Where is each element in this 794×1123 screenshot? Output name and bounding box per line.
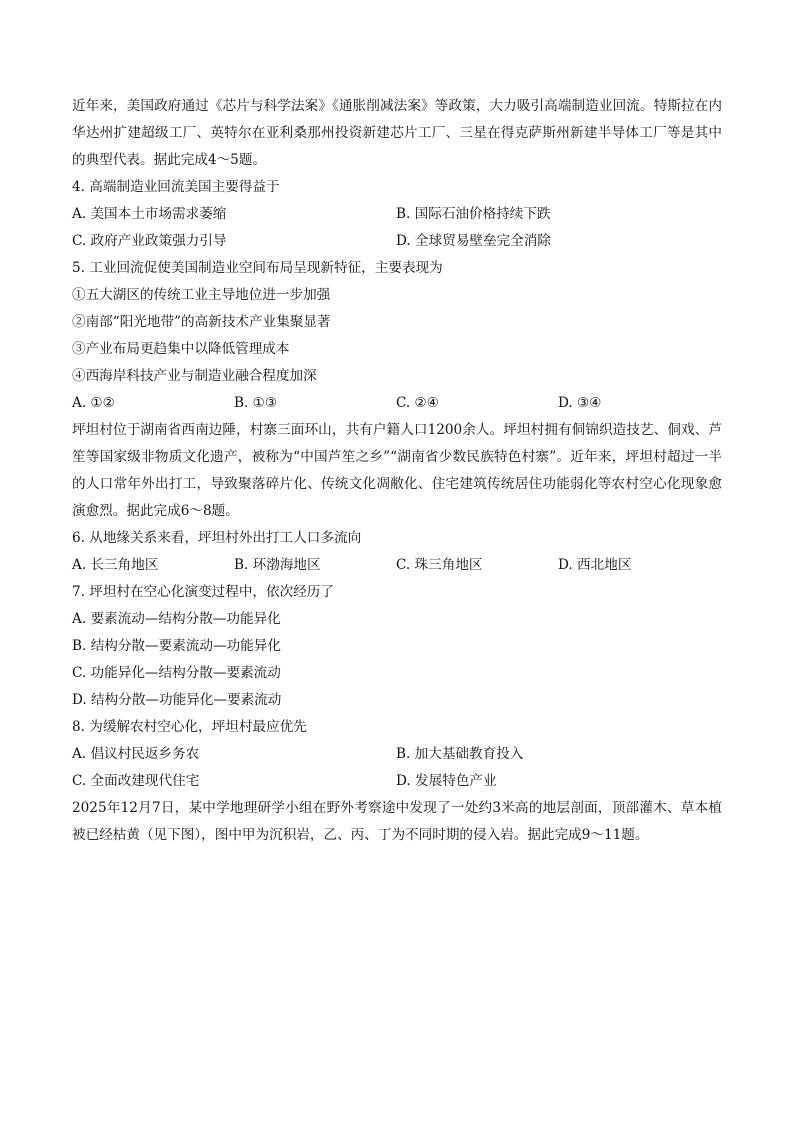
question-6-stem: 6. 从地缘关系来看，坪坦村外出打工人口多流向 (72, 530, 362, 546)
passage-intro-q4-5: 近年来，美国政府通过《芯片与科学法案》《通胀削减法案》等政策，大力吸引高端制造业回流。特斯拉在内华达州扩建超级工厂、英特尔在亚利桑那州投资新建芯片工厂、三星在得克萨斯州新建半导体工厂等是其中的典型代表。据此完成4～5题。 (72, 98, 722, 168)
q7-option-a: A. 要素流动—结构分散—功能异化 (72, 611, 281, 627)
q5-statement-2: ②南部“阳光地带”的高新技术产业集聚显著 (72, 314, 331, 330)
q5-option-c: C. ②④ (396, 395, 439, 411)
question-4-options-row2 (72, 228, 722, 255)
q5-statement-1: ①五大湖区的传统工业主导地位进一步加强 (72, 287, 331, 303)
passage-intro-q9-11: 2025年12月7日，某中学地理研学小组在野外考察途中发现了一处约3米高的地层剖面，顶部灌木、草本植被已经枯黄（见下图），图中甲为沉积岩，乙、丙、丁为不同时期的侵入岩。据此完成9～11题。 (72, 800, 722, 843)
q7-option-c: C. 功能异化—结构分散—要素流动 (72, 665, 281, 681)
question-6-options (72, 552, 722, 579)
question-8-options-row2 (72, 768, 722, 795)
q8-option-c: C. 全面改建现代住宅 (72, 773, 200, 789)
question-7-stem: 7. 坪坦村在空心化演变过程中，依次经历了 (72, 584, 334, 600)
q5-option-b: B. ①③ (234, 395, 278, 411)
q8-option-a: A. 倡议村民返乡务农 (72, 746, 200, 762)
passage-intro-q6-8: 坪坦村位于湖南省西南边陲，村寨三面环山，共有户籍人口1200余人。坪坦村拥有侗锦织造技艺、侗戏、芦笙等国家级非物质文化遗产，被称为“中国芦笙之乡”“湖南省少数民族特色村寨”。近年来，坪坦村超过一半的人口常年外出打工，导致聚落碎片化、传统文化凋敝化、住宅建筑传统居住功能弱化等农村空心化现象愈演愈烈。据此完成6～8题。 (72, 422, 722, 519)
q4-option-c: C. 政府产业政策强力引导 (72, 233, 227, 249)
question-8-options-row1 (72, 741, 722, 768)
q5-option-d: D. ③④ (558, 395, 602, 411)
q6-option-a: A. 长三角地区 (72, 557, 159, 573)
q8-option-d: D. 发展特色产业 (396, 773, 497, 789)
q7-option-b: B. 结构分散—要素流动—功能异化 (72, 638, 281, 654)
q5-statement-3: ③产业布局更趋集中以降低管理成本 (72, 341, 290, 357)
q5-option-a: A. ①② (72, 395, 115, 411)
q4-option-d: D. 全球贸易壁垒完全消除 (396, 233, 551, 249)
question-5-options (72, 390, 722, 417)
question-4-stem: 4. 高端制造业回流美国主要得益于 (72, 179, 280, 195)
q5-statement-4: ④西海岸科技产业与制造业融合程度加深 (72, 368, 317, 384)
q4-option-a: A. 美国本土市场需求萎缩 (72, 206, 227, 222)
q8-option-b: B. 加大基础教育投入 (396, 746, 524, 762)
q6-option-c: C. 珠三角地区 (396, 557, 483, 573)
q4-option-b: B. 国际石油价格持续下跌 (396, 206, 551, 222)
question-8-stem: 8. 为缓解农村空心化，坪坦村最应优先 (72, 719, 307, 735)
question-4-options-row1 (72, 201, 722, 228)
question-5-stem: 5. 工业回流促使美国制造业空间布局呈现新特征，主要表现为 (72, 260, 443, 276)
q6-option-b: B. 环渤海地区 (234, 557, 321, 573)
q7-option-d: D. 结构分散—功能异化—要素流动 (72, 692, 282, 708)
exam-page (72, 93, 722, 849)
q6-option-d: D. 西北地区 (558, 557, 632, 573)
